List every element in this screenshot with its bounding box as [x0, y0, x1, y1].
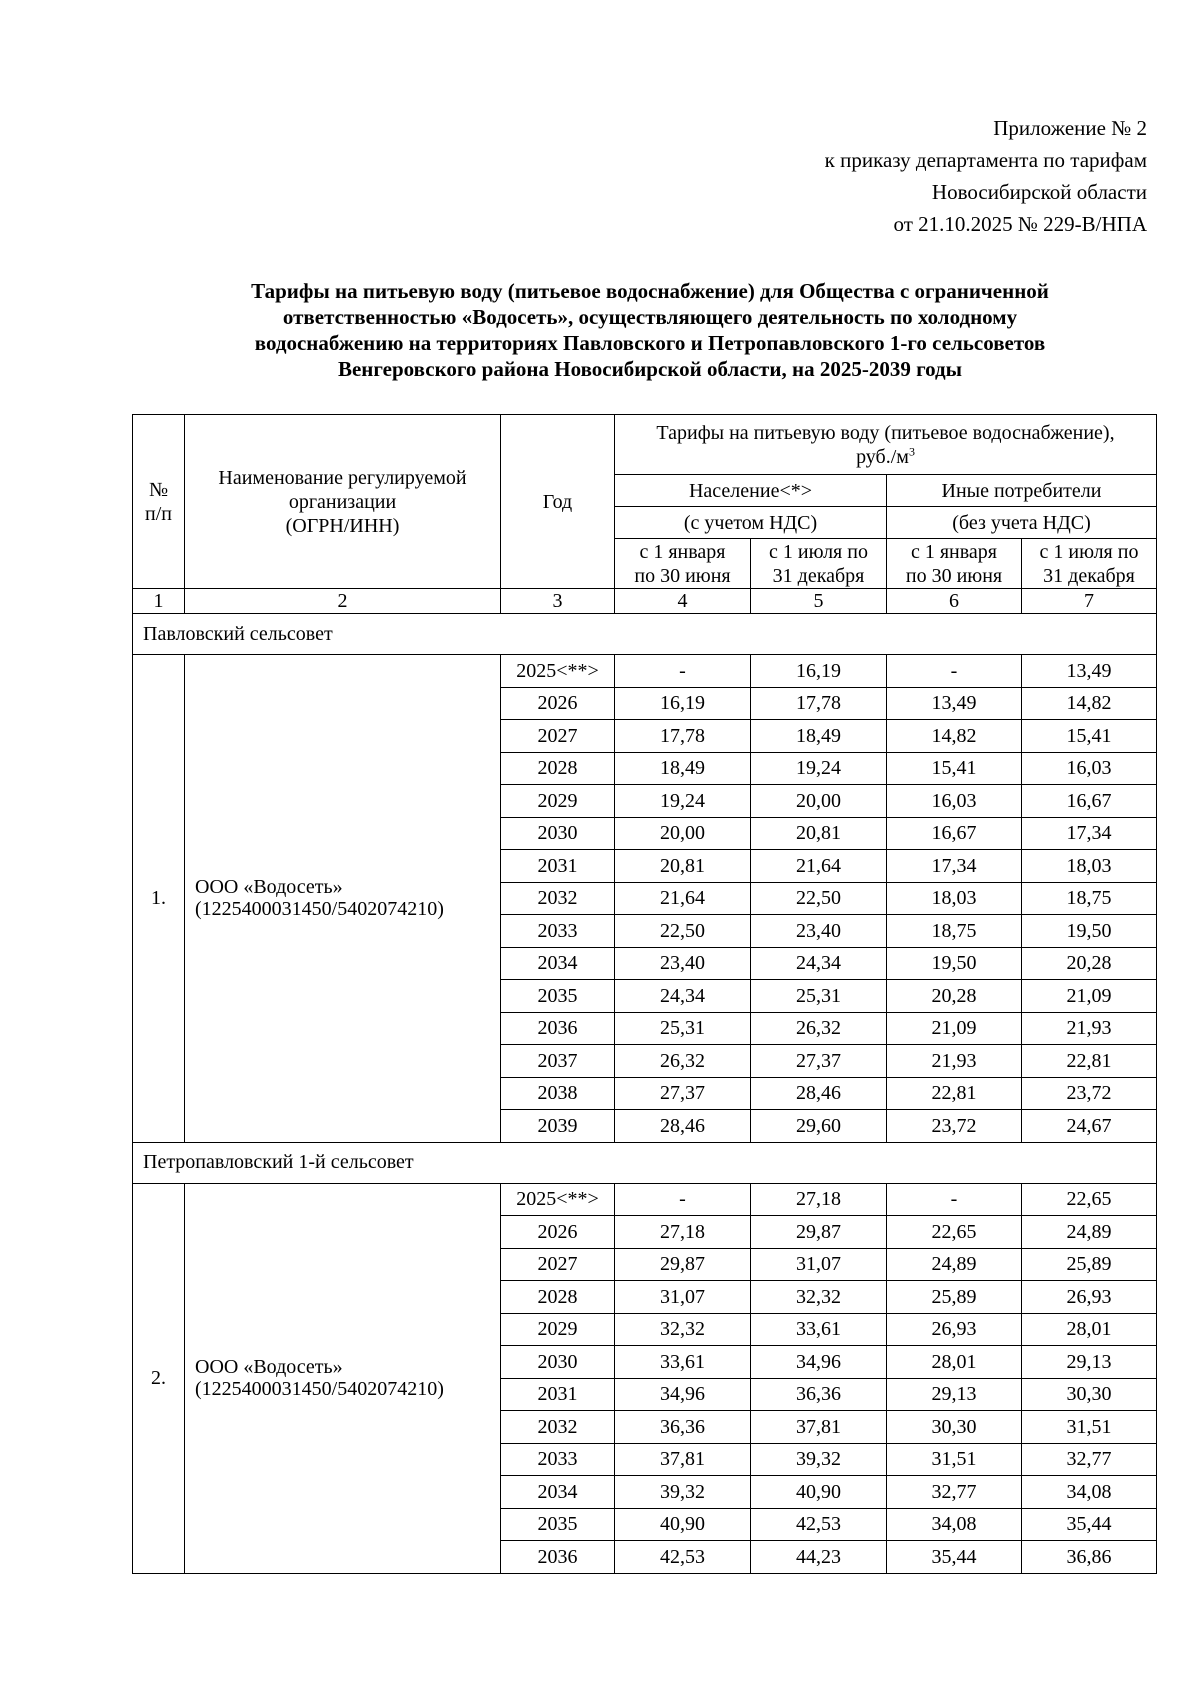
tariff-cell: 20,81	[615, 850, 751, 883]
tariff-cell: 22,81	[1022, 1045, 1157, 1078]
appendix-line-4: от 21.10.2025 № 229-В/НПА	[893, 212, 1147, 236]
tariff-cell: 17,78	[615, 720, 751, 753]
organization-line: ООО «Водосеть»	[195, 876, 343, 899]
tariff-cell: 28,01	[1022, 1313, 1157, 1346]
tariff-cell: 36,86	[1022, 1541, 1157, 1574]
year-cell: 2026	[501, 687, 615, 720]
period-line-2: по 30 июня	[905, 564, 1003, 587]
year-cell: 2025<**>	[501, 1183, 615, 1216]
tariff-cell: 32,32	[615, 1313, 751, 1346]
header-with-vat: (с учетом НДС)	[615, 507, 887, 539]
tariff-cell: 36,36	[751, 1378, 887, 1411]
tariff-cell: 26,93	[1022, 1281, 1157, 1314]
tariff-cell: 34,96	[615, 1378, 751, 1411]
tariff-cell: 16,67	[1022, 785, 1157, 818]
period-line-2: 31 декабря	[772, 564, 865, 587]
tariff-cell: 21,09	[887, 1012, 1022, 1045]
header-org-line-3: (ОГРН/ИНН)	[285, 514, 400, 537]
header-org-line-1: Наименование регулируемой	[218, 466, 467, 489]
tariff-cell: 22,50	[615, 915, 751, 948]
column-number: 5	[751, 589, 887, 614]
header-tariffs-unit: руб./м	[856, 445, 909, 468]
header-org-line-2: организации	[288, 490, 397, 513]
tariff-cell: 40,90	[751, 1476, 887, 1509]
period-line-1: с 1 июля по	[1039, 540, 1139, 563]
tariff-cell: 23,40	[615, 947, 751, 980]
tariff-cell: 17,34	[1022, 817, 1157, 850]
header-row-1	[133, 415, 1157, 475]
tariff-cell: 29,87	[751, 1216, 887, 1249]
tariff-cell: 19,50	[887, 947, 1022, 980]
tariff-cell: 32,77	[1022, 1443, 1157, 1476]
row-number: 1.	[133, 655, 185, 1143]
period-line-1: с 1 января	[910, 540, 998, 563]
tariff-cell: 23,40	[751, 915, 887, 948]
header-without-vat: (без учета НДС)	[887, 507, 1157, 539]
tariff-cell: 17,34	[887, 850, 1022, 883]
appendix-line-3: Новосибирской области	[931, 180, 1147, 204]
tariff-cell: 23,72	[1022, 1077, 1157, 1110]
row-number: 2.	[133, 1183, 185, 1573]
tariff-cell: 42,53	[751, 1508, 887, 1541]
tariff-cell: 16,03	[887, 785, 1022, 818]
table-row	[133, 1183, 1157, 1216]
tariff-cell: 31,07	[751, 1248, 887, 1281]
tariff-cell: 14,82	[887, 720, 1022, 753]
header-tariffs-line-1: Тарифы на питьевую воду (питьевое водоснабжение),	[656, 421, 1115, 444]
tariff-cell: 27,37	[615, 1077, 751, 1110]
column-number: 6	[887, 589, 1022, 614]
tariff-cell: 25,31	[751, 980, 887, 1013]
tariff-cell: 22,50	[751, 882, 887, 915]
header-no	[133, 415, 185, 589]
year-cell: 2035	[501, 1508, 615, 1541]
period-line-1: с 1 января	[639, 540, 726, 563]
organization-cell	[185, 1183, 501, 1573]
tariff-cell: 17,78	[751, 687, 887, 720]
table-body	[133, 614, 1157, 1574]
tariff-cell: 25,31	[615, 1012, 751, 1045]
title-line-2: ответственностью «Водосеть», осуществляющего деятельность по холодному	[282, 305, 1018, 329]
tariff-cell: 30,30	[887, 1411, 1022, 1444]
title-line-3: водоснабжению на территориях Павловского и Петропавловского 1-го сельсоветов	[254, 331, 1046, 355]
tariff-cell: 15,41	[887, 752, 1022, 785]
header-no-line-1: №	[148, 478, 169, 501]
tariff-cell: 39,32	[615, 1476, 751, 1509]
column-number: 2	[185, 589, 501, 614]
year-cell: 2027	[501, 1248, 615, 1281]
tariff-cell: 26,93	[887, 1313, 1022, 1346]
tariff-cell: 34,08	[887, 1508, 1022, 1541]
tariff-cell: 27,18	[615, 1216, 751, 1249]
header-period-jan-jun	[887, 539, 1022, 589]
year-cell: 2027	[501, 720, 615, 753]
tariff-cell: 26,32	[615, 1045, 751, 1078]
tariff-cell: 24,89	[887, 1248, 1022, 1281]
tariff-cell: 20,28	[1022, 947, 1157, 980]
column-number-row	[133, 589, 1157, 614]
tariff-cell: 28,46	[615, 1110, 751, 1143]
table-row	[133, 655, 1157, 688]
tariff-cell: 19,50	[1022, 915, 1157, 948]
tariff-cell: 31,07	[615, 1281, 751, 1314]
tariff-cell: 19,24	[751, 752, 887, 785]
tariff-cell: 37,81	[615, 1443, 751, 1476]
tariff-cell: 30,30	[1022, 1378, 1157, 1411]
tariff-cell: 28,01	[887, 1346, 1022, 1379]
year-cell: 2035	[501, 980, 615, 1013]
organization-line: (1225400031450/5402074210)	[195, 1378, 444, 1400]
tariff-cell: 37,81	[751, 1411, 887, 1444]
year-cell: 2036	[501, 1012, 615, 1045]
tariff-cell: 29,13	[1022, 1346, 1157, 1379]
year-cell: 2030	[501, 817, 615, 850]
header-tariffs	[615, 415, 1157, 475]
tariff-cell: 22,65	[887, 1216, 1022, 1249]
tariff-cell: 31,51	[887, 1443, 1022, 1476]
tariff-cell: 29,13	[887, 1378, 1022, 1411]
tariff-cell: 18,03	[887, 882, 1022, 915]
tariff-cell: 18,03	[1022, 850, 1157, 883]
year-cell: 2033	[501, 1443, 615, 1476]
organization-cell	[185, 655, 501, 1143]
tariff-cell: -	[615, 1183, 751, 1216]
tariff-cell: 28,46	[751, 1077, 887, 1110]
year-cell: 2025<**>	[501, 655, 615, 688]
tariff-cell: 35,44	[887, 1541, 1022, 1574]
tariff-cell: 35,44	[1022, 1508, 1157, 1541]
tariff-cell: 16,67	[887, 817, 1022, 850]
year-cell: 2028	[501, 752, 615, 785]
tariff-cell: 24,89	[1022, 1216, 1157, 1249]
tariff-cell: 22,65	[1022, 1183, 1157, 1216]
year-cell: 2031	[501, 1378, 615, 1411]
tariff-cell: 21,09	[1022, 980, 1157, 1013]
tariff-cell: 40,90	[615, 1508, 751, 1541]
tariff-cell: 20,00	[615, 817, 751, 850]
tariff-cell: 21,64	[751, 850, 887, 883]
tariff-cell: 26,32	[751, 1012, 887, 1045]
tariff-cell: 20,81	[751, 817, 887, 850]
header-organization	[185, 415, 501, 589]
tariff-cell: 20,28	[887, 980, 1022, 1013]
organization-line: (1225400031450/5402074210)	[195, 898, 444, 921]
tariff-cell: 16,03	[1022, 752, 1157, 785]
period-line-2: по 30 июня	[634, 564, 731, 587]
tariff-cell: 22,81	[887, 1077, 1022, 1110]
header-other-consumers: Иные потребители	[887, 475, 1157, 507]
tariff-cell: 21,93	[1022, 1012, 1157, 1045]
tariff-cell: 16,19	[751, 655, 887, 688]
tariff-cell: 18,49	[751, 720, 887, 753]
year-cell: 2029	[501, 1313, 615, 1346]
tariff-cell: 32,32	[751, 1281, 887, 1314]
organization-line: ООО «Водосеть»	[195, 1356, 343, 1378]
period-line-1: с 1 июля по	[769, 540, 868, 563]
tariff-cell: 23,72	[887, 1110, 1022, 1143]
section-name: Павловский сельсовет	[133, 614, 1157, 655]
tariff-cell: 29,87	[615, 1248, 751, 1281]
tariff-cell: -	[615, 655, 751, 688]
column-number: 4	[615, 589, 751, 614]
year-cell: 2039	[501, 1110, 615, 1143]
header-period-jul-dec	[1022, 539, 1157, 589]
tariff-cell: 18,75	[1022, 882, 1157, 915]
year-cell: 2036	[501, 1541, 615, 1574]
title-line-4: Венгеровского района Новосибирской области, на 2025-2039 годы	[337, 357, 962, 381]
appendix-header	[547, 112, 1147, 240]
column-number: 7	[1022, 589, 1157, 614]
tariff-cell: 25,89	[887, 1281, 1022, 1314]
column-number: 1	[133, 589, 185, 614]
header-year: Год	[501, 415, 615, 589]
year-cell: 2037	[501, 1045, 615, 1078]
title-line-1: Тарифы на питьевую воду (питьевое водоснабжение) для Общества с ограниченной	[251, 279, 1049, 303]
year-cell: 2034	[501, 1476, 615, 1509]
period-line-2: 31 декабря	[1043, 564, 1135, 587]
tariff-cell: 24,67	[1022, 1110, 1157, 1143]
tariff-cell: 33,61	[751, 1313, 887, 1346]
year-cell: 2034	[501, 947, 615, 980]
year-cell: 2031	[501, 850, 615, 883]
appendix-line-2: к приказу департамента по тарифам	[824, 148, 1147, 172]
column-number: 3	[501, 589, 615, 614]
year-cell: 2026	[501, 1216, 615, 1249]
tariff-cell: 27,37	[751, 1045, 887, 1078]
tariff-cell: 44,23	[751, 1541, 887, 1574]
header-tariffs-line-2	[618, 445, 1153, 469]
tariff-cell: 18,49	[615, 752, 751, 785]
section-row	[133, 1142, 1157, 1183]
year-cell: 2038	[501, 1077, 615, 1110]
header-period-jan-jun	[615, 539, 751, 589]
year-cell: 2028	[501, 1281, 615, 1314]
tariff-cell: -	[887, 655, 1022, 688]
tariff-cell: 18,75	[887, 915, 1022, 948]
tariff-cell: 14,82	[1022, 687, 1157, 720]
tariff-cell: 33,61	[615, 1346, 751, 1379]
header-no-line-2: п/п	[145, 502, 172, 525]
tariff-cell: 42,53	[615, 1541, 751, 1574]
year-cell: 2029	[501, 785, 615, 818]
year-cell: 2030	[501, 1346, 615, 1379]
tariff-cell: 24,34	[615, 980, 751, 1013]
year-cell: 2032	[501, 882, 615, 915]
header-period-jul-dec	[751, 539, 887, 589]
year-cell: 2033	[501, 915, 615, 948]
tariff-cell: 24,34	[751, 947, 887, 980]
tariff-table	[132, 414, 1157, 1574]
header-tariffs-sup: 3	[908, 443, 915, 458]
tariff-cell: 13,49	[1022, 655, 1157, 688]
tariff-cell: 31,51	[1022, 1411, 1157, 1444]
tariff-cell: 34,08	[1022, 1476, 1157, 1509]
tariff-cell: 16,19	[615, 687, 751, 720]
tariff-cell: -	[887, 1183, 1022, 1216]
tariff-cell: 36,36	[615, 1411, 751, 1444]
tariff-cell: 21,64	[615, 882, 751, 915]
tariff-cell: 39,32	[751, 1443, 887, 1476]
tariff-cell: 27,18	[751, 1183, 887, 1216]
tariff-cell: 13,49	[887, 687, 1022, 720]
appendix-line-1: Приложение № 2	[993, 116, 1147, 140]
tariff-cell: 15,41	[1022, 720, 1157, 753]
tariff-cell: 19,24	[615, 785, 751, 818]
tariff-cell: 34,96	[751, 1346, 887, 1379]
tariff-cell: 32,77	[887, 1476, 1022, 1509]
tariff-cell: 29,60	[751, 1110, 887, 1143]
section-name: Петропавловский 1-й сельсовет	[133, 1142, 1157, 1183]
header-population: Население<*>	[615, 475, 887, 507]
section-row	[133, 614, 1157, 655]
year-cell: 2032	[501, 1411, 615, 1444]
document-title	[130, 278, 1170, 382]
tariff-cell: 20,00	[751, 785, 887, 818]
tariff-cell: 21,93	[887, 1045, 1022, 1078]
tariff-cell: 25,89	[1022, 1248, 1157, 1281]
